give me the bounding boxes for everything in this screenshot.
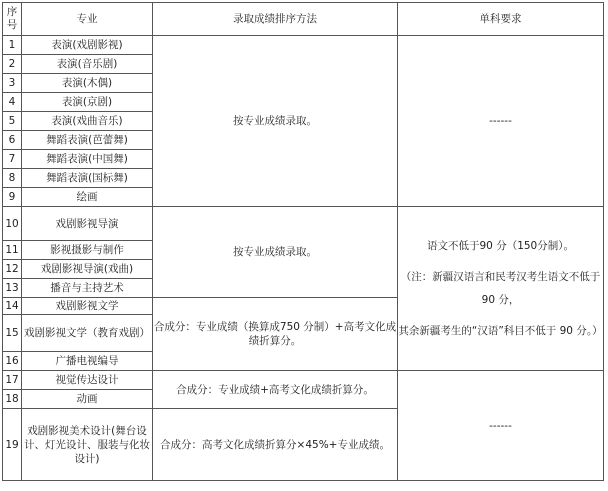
row-major: 戏剧影视美术设计(舞台设计、灯光设计、服装与化妆设计) <box>22 409 153 481</box>
admission-table <box>2 2 604 481</box>
requirement-cell <box>398 207 604 371</box>
row-major: 广播电视编导 <box>22 352 153 371</box>
method-cell: 按专业成绩录取。 <box>153 36 398 207</box>
row-major: 舞蹈表演(中国舞) <box>22 150 153 169</box>
row-major: 表演(京剧) <box>22 93 153 112</box>
row-no: 1 <box>3 36 22 55</box>
row-major: 戏剧影视文学 <box>22 298 153 315</box>
row-no: 5 <box>3 112 22 131</box>
row-no: 8 <box>3 169 22 188</box>
method-cell: 合成分：专业成绩+高考文化成绩折算分。 <box>153 371 398 409</box>
row-no: 12 <box>3 260 22 279</box>
row-no: 7 <box>3 150 22 169</box>
requirement-cell: ------ <box>398 36 604 207</box>
method-cell: 合成分：高考文化成绩折算分×45%+专业成绩。 <box>153 409 398 481</box>
row-no: 9 <box>3 188 22 207</box>
row-no: 6 <box>3 131 22 150</box>
row-no: 14 <box>3 298 22 315</box>
row-no: 3 <box>3 74 22 93</box>
row-major: 视觉传达设计 <box>22 371 153 390</box>
header-method: 录取成绩排序方法 <box>153 3 398 36</box>
table-row <box>3 207 604 241</box>
row-major: 绘画 <box>22 188 153 207</box>
header-no: 序号 <box>3 3 22 36</box>
requirement-cell: ------ <box>398 371 604 481</box>
table-row <box>3 371 604 390</box>
requirement-line: （注：新疆汉语言和民考汉考生语文不低于 90 分， <box>400 270 601 306</box>
row-no: 16 <box>3 352 22 371</box>
row-major: 戏剧影视导演 <box>22 207 153 241</box>
requirement-line: 其余新疆考生的“汉语”科目不低于 90 分。） <box>398 324 603 337</box>
requirement-line: 语文不低于90 分（150分制）。 <box>427 239 574 252</box>
row-major: 舞蹈表演(国标舞) <box>22 169 153 188</box>
row-major: 影视摄影与制作 <box>22 241 153 260</box>
row-major: 播音与主持艺术 <box>22 279 153 298</box>
row-no: 4 <box>3 93 22 112</box>
table-row <box>3 36 604 55</box>
row-major: 戏剧影视文学（教育戏剧） <box>22 315 153 352</box>
row-no: 13 <box>3 279 22 298</box>
method-cell: 按专业成绩录取。 <box>153 207 398 298</box>
header-requirement: 单科要求 <box>398 3 604 36</box>
row-major: 戏剧影视导演(戏曲) <box>22 260 153 279</box>
row-major: 表演(音乐剧) <box>22 55 153 74</box>
header-major: 专业 <box>22 3 153 36</box>
row-major: 表演(戏剧影视) <box>22 36 153 55</box>
method-cell: 合成分：专业成绩（换算成750 分制）+高考文化成绩折算分。 <box>153 298 398 371</box>
header-row <box>3 3 604 36</box>
row-no: 18 <box>3 390 22 409</box>
row-no: 17 <box>3 371 22 390</box>
row-no: 19 <box>3 409 22 481</box>
row-major: 舞蹈表演(芭蕾舞) <box>22 131 153 150</box>
row-no: 10 <box>3 207 22 241</box>
row-no: 15 <box>3 315 22 352</box>
row-no: 11 <box>3 241 22 260</box>
row-major: 表演(戏曲音乐) <box>22 112 153 131</box>
row-no: 2 <box>3 55 22 74</box>
row-major: 表演(木偶) <box>22 74 153 93</box>
row-major: 动画 <box>22 390 153 409</box>
